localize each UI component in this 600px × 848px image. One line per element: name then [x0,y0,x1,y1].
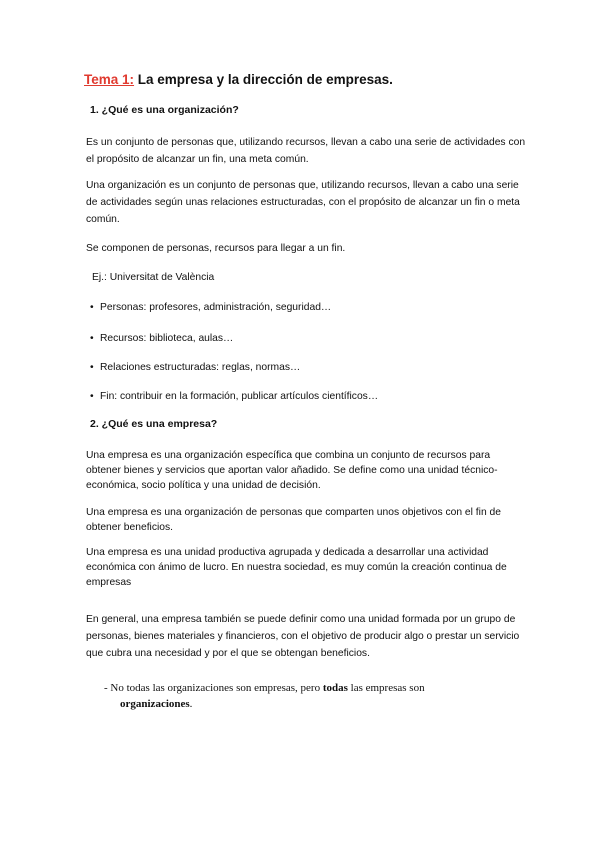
bullet-dot-icon: • [90,302,94,313]
note-prefix: - No todas las organizaciones son empresas, pero [104,682,323,694]
bullet-dot-icon: • [90,391,94,402]
section1-paragraph-1: Es un conjunto de personas que, utilizando recursos, llevan a cabo una serie de actividades con el propósito de alcanzar un fin, una meta común. [86,137,526,165]
section2-paragraph-4: En general, una empresa también se puede definir como una unidad formada por un grupo de personas, bienes materiales y financieros, con el objetivo de producir algo o prestar un servicio que cubra una necesidad y por el que se obtengan beneficios. [86,614,520,659]
bullet-item [90,302,331,313]
title-tema-label: Tema 1: [84,72,135,87]
bullet-dot-icon: • [90,333,94,344]
section2-paragraph-1: Una empresa es una organización específica que combina un conjunto de recursos para obtener bienes y servicios que aportan valor añadido. Se define como una unidad técnico-económica, socio política y una unidad de decisión. [86,450,498,491]
section2-heading: 2. ¿Qué es una empresa? [90,418,218,430]
example-label: Ej.: Universitat de València [92,272,215,283]
section2-paragraph-2: Una empresa es una organización de personas que comparten unos objetivos con el fin de obtener beneficios. [86,507,501,533]
bullet-text: Personas: profesores, administración, seguridad… [100,302,332,313]
note-middle: las empresas son [347,682,425,694]
section1-heading: 1. ¿Qué es una organización? [90,104,239,116]
bullet-item [90,362,300,373]
bullet-text: Fin: contribuir en la formación, publicar artículos científicos… [100,391,379,402]
bullet-dot-icon: • [90,362,94,373]
title-text: La empresa y la dirección de empresas. [134,72,393,87]
document-title [84,72,393,87]
note-list-item [104,680,504,712]
bullet-item [90,391,378,402]
note-bold-organizaciones: organizaciones [120,698,190,710]
note-suffix: . [189,698,193,710]
bullet-text: Recursos: biblioteca, aulas… [100,333,234,344]
bullet-text: Relaciones estructuradas: reglas, normas… [100,362,301,373]
note-bold-todas: todas [322,682,348,694]
section1-paragraph-3: Se componen de personas, recursos para llegar a un fin. [86,243,346,254]
section2-paragraph-3: Una empresa es una unidad productiva agrupada y dedicada a desarrollar una actividad económica con ánimo de lucro. En nuestra sociedad, es muy común la creación continua de empresas [86,547,507,588]
bullet-item [90,333,233,344]
section1-paragraph-2: Una organización es un conjunto de personas que, utilizando recursos, llevan a cabo una serie de actividades según unas relaciones estructuradas, con el propósito de alcanzar un fin o meta común. [86,180,520,225]
